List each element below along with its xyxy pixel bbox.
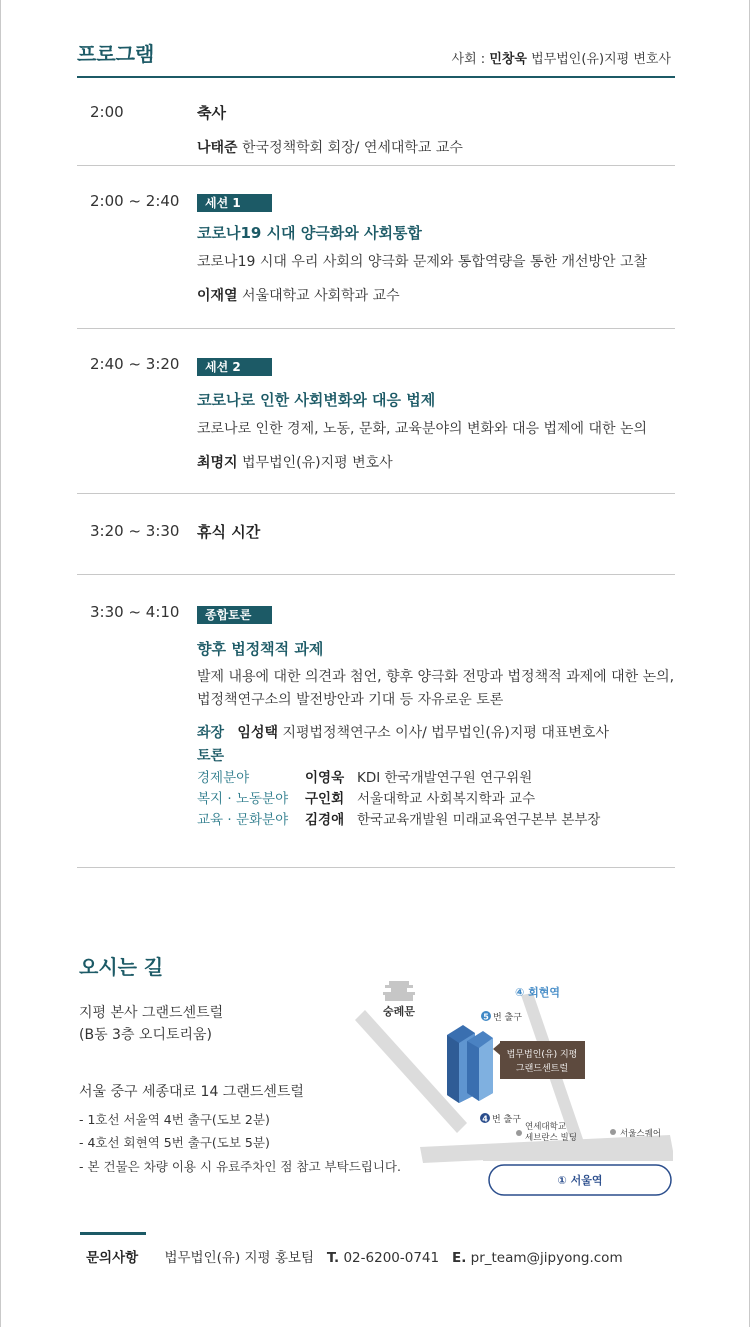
session-title: 코로나로 인한 사회변화와 대응 법제 <box>197 391 436 409</box>
row-speaker <box>197 452 675 472</box>
chair-line <box>197 722 675 742</box>
footer-accent-line <box>80 1232 146 1235</box>
seoul-square-marker <box>610 1129 616 1135</box>
exit-4-number: 4 <box>482 1114 488 1124</box>
directions-note: - 4호선 회현역 5번 출구(도보 5분) <box>79 1135 270 1150</box>
program-title: 프로그램 <box>77 42 155 66</box>
building-label-line-2: 그랜드센트럴 <box>515 1064 569 1074</box>
chair-name: 임성택 <box>237 725 278 741</box>
row-time: 2:40 ~ 3:20 <box>90 355 180 373</box>
contact-footer <box>86 1246 623 1266</box>
row-time: 2:00 <box>90 103 124 121</box>
seoul-square-label: 서울스퀘어 <box>620 1129 662 1139</box>
building-label-pointer <box>493 1043 500 1055</box>
contact-team: 법무법인(유) 지평 홍보팀 <box>164 1250 314 1266</box>
directions-note: - 1호선 서울역 4번 출구(도보 2분) <box>79 1112 270 1127</box>
gate-icon <box>383 981 415 1001</box>
session-title: 향후 법정책적 과제 <box>197 640 324 658</box>
moderator-label: 사회 : <box>451 52 490 67</box>
moderator-affiliation: 법무법인(유)지평 변호사 <box>527 52 671 67</box>
panel-affiliation: 서울대학교 사회복지학과 교수 <box>357 791 536 807</box>
directions-title: 오시는 길 <box>79 955 164 979</box>
program-row-break <box>77 494 675 575</box>
row-time: 3:20 ~ 3:30 <box>90 522 180 540</box>
exit-4-label: 번 출구 <box>492 1115 521 1125</box>
location-map <box>355 975 685 1205</box>
directions-note: - 본 건물은 차량 이용 시 유료주차인 점 참고 부탁드립니다. <box>79 1159 401 1174</box>
panel-field: 복지 · 노동분야 <box>197 791 289 807</box>
row-time: 2:00 ~ 2:40 <box>90 192 180 210</box>
session-badge: 세션 1 <box>197 194 272 212</box>
speaker-affiliation: 서울대학교 사회학과 교수 <box>237 288 400 304</box>
moderator-info <box>452 48 671 67</box>
contact-tel: 02-6200-0741 <box>339 1250 440 1266</box>
panel-field: 교육 · 문화분야 <box>197 812 289 828</box>
panel-affiliation: KDI 한국개발연구원 연구위원 <box>357 770 533 786</box>
panel-member <box>197 808 675 829</box>
map-label-sungnyemun: 숭례문 <box>383 1005 415 1018</box>
speaker-affiliation: 법무법인(유)지평 변호사 <box>237 455 393 471</box>
row-content <box>197 192 675 305</box>
session-description-line-2: 법정책연구소의 발전방안과 기대 등 자유로운 토론 <box>197 692 504 708</box>
session-badge: 세션 2 <box>197 358 272 376</box>
chair-label: 좌장 <box>197 725 225 741</box>
contact-label: 문의사항 <box>86 1250 139 1266</box>
yonsei-label-line-1: 연세대학교 <box>525 1122 567 1132</box>
row-speaker <box>197 285 675 305</box>
chair-affiliation: 지평법정책연구소 이사/ 법무법인(유)지평 대표변호사 <box>278 725 609 741</box>
directions-address: 서울 중구 세종대로 14 그랜드센트럴 <box>79 1084 304 1100</box>
panel-member <box>197 787 675 808</box>
program-row-session-1 <box>77 166 675 329</box>
row-title: 축사 <box>197 104 226 122</box>
panel-affiliation: 한국교육개발원 미래교육연구본부 본부장 <box>357 812 601 828</box>
moderator-name: 민창욱 <box>489 52 527 67</box>
session-badge: 종합토론 <box>197 606 272 624</box>
exit-5-number: 5 <box>483 1012 489 1022</box>
panel-name: 이영욱 <box>305 770 345 786</box>
yonsei-label-line-2: 세브란스 빌딩 <box>525 1133 577 1143</box>
building-label-line-1: 법무법인(유) 지평 <box>506 1050 578 1060</box>
speaker-affiliation: 한국정책학회 회장/ 연세대학교 교수 <box>237 140 463 156</box>
panel-label: 토론 <box>197 748 225 764</box>
yonsei-marker <box>516 1130 522 1136</box>
session-description: 코로나19 시대 우리 사회의 양극화 문제와 통합역량을 통한 개선방안 고찰 <box>197 254 648 270</box>
speaker-name: 나태준 <box>197 140 238 156</box>
row-title: 휴식 시간 <box>197 523 261 541</box>
panel-field: 경제분야 <box>197 770 250 786</box>
seoul-station-label: ① 서울역 <box>557 1174 603 1187</box>
directions-venue-room: (B동 3층 오디토리움) <box>79 1027 213 1043</box>
panel-member <box>197 766 675 787</box>
building-icon <box>447 1025 493 1103</box>
panel-name: 김경애 <box>305 812 345 828</box>
panel-list <box>197 766 675 829</box>
session-description: 코로나로 인한 경제, 노동, 문화, 교육분야의 변화와 대응 법제에 대한 논의 <box>197 421 648 437</box>
row-speaker <box>197 137 675 157</box>
directions-venue: 지평 본사 그랜드센트럴 <box>79 1005 224 1021</box>
row-time: 3:30 ~ 4:10 <box>90 603 180 621</box>
contact-tel-label: T. <box>326 1250 340 1266</box>
map-label-hoehyeon: ④ 회현역 <box>515 986 561 999</box>
speaker-name: 이재열 <box>197 288 238 304</box>
contact-email[interactable]: pr_team@jipyong.com <box>466 1250 623 1266</box>
program-row-session-2 <box>77 329 675 494</box>
session-description-line-1: 발제 내용에 대한 의견과 첨언, 향후 양극화 전망과 법정책적 과제에 대한 논의, <box>197 669 675 685</box>
map-road <box>483 1151 673 1161</box>
program-row-discussion <box>77 575 675 868</box>
program-header <box>77 36 675 78</box>
exit-5-label: 번 출구 <box>493 1013 522 1023</box>
row-content <box>197 356 675 472</box>
row-content <box>197 604 675 829</box>
row-content <box>197 102 675 157</box>
program-row-congratulation <box>77 78 675 166</box>
row-content <box>197 521 675 542</box>
speaker-name: 최명지 <box>197 455 238 471</box>
session-title: 코로나19 시대 양극화와 사회통합 <box>197 224 422 242</box>
contact-email-label: E. <box>451 1250 467 1266</box>
panel-name: 구인회 <box>305 791 345 807</box>
